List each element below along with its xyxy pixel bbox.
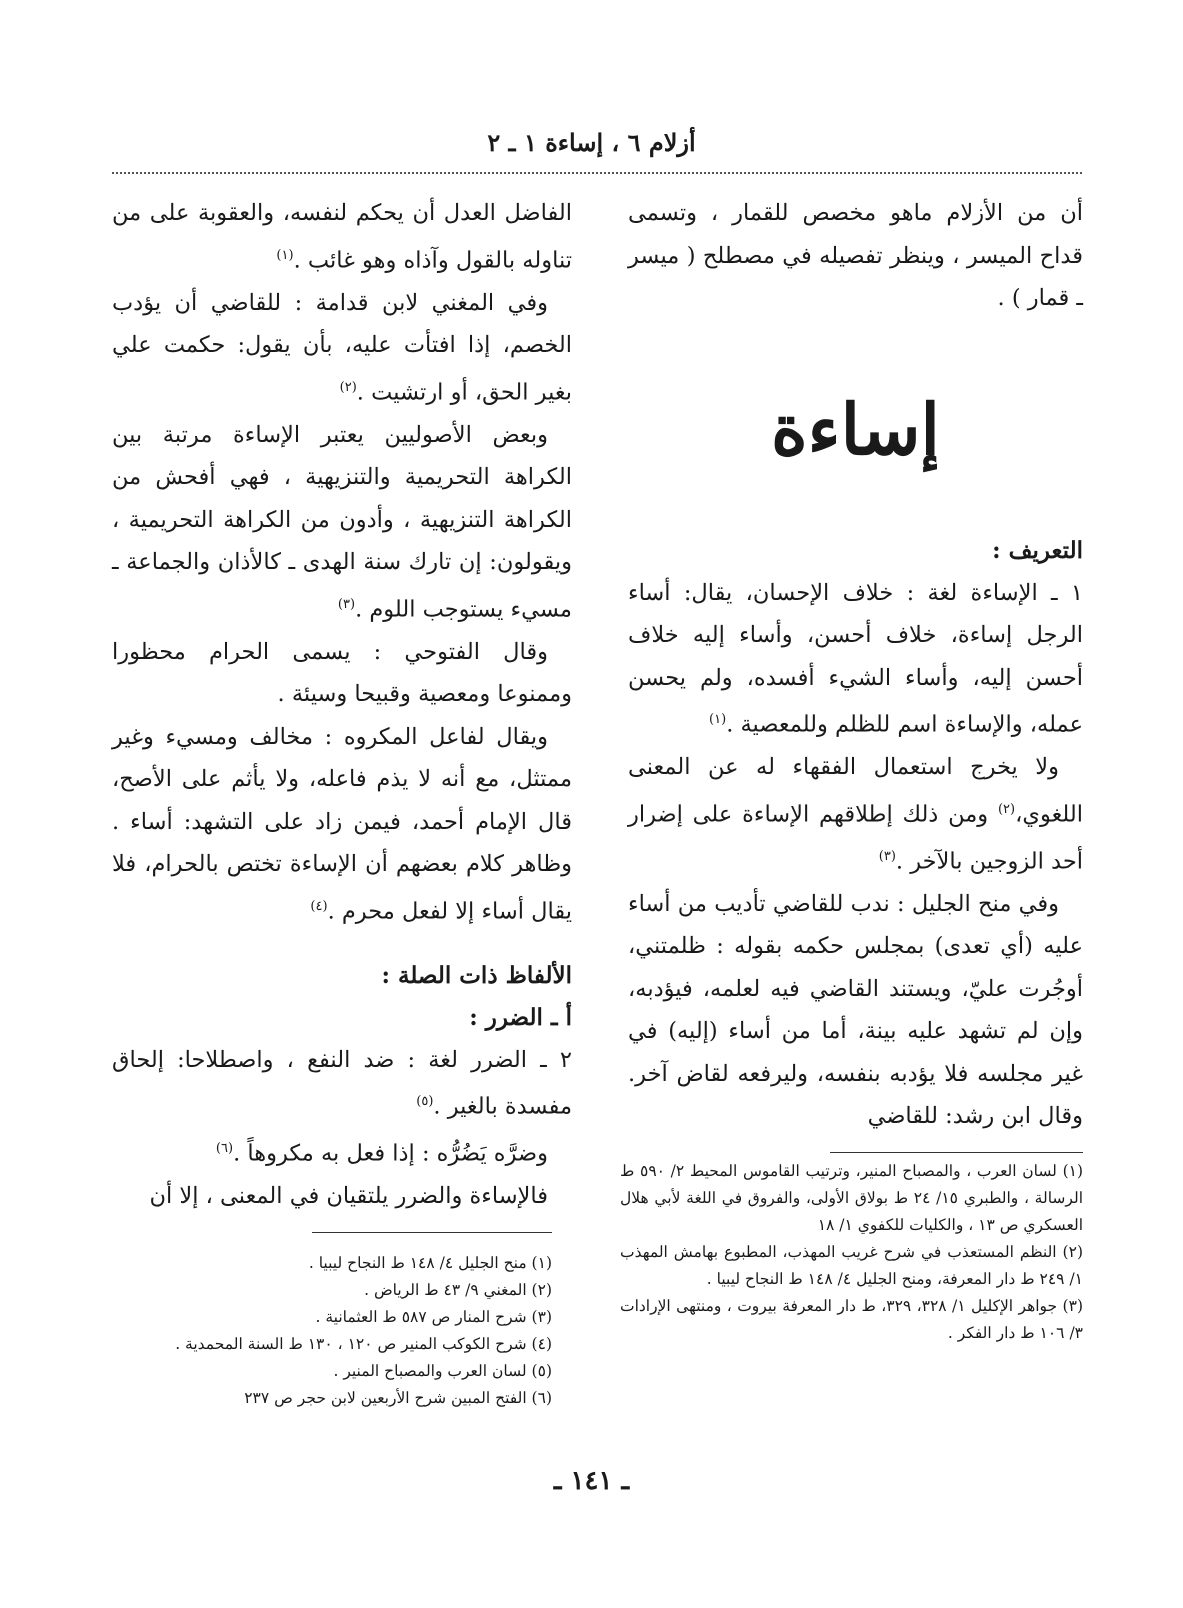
left-footnotes xyxy=(112,1250,552,1412)
right-column xyxy=(628,192,1083,1138)
paragraph-text: الفاضل العدل أن يحكم لنفسه، والعقوبة على من تناوله بالقول وآذاه وهو غائب . xyxy=(112,200,572,273)
footnote: (٢) النظم المستعذب في شرح غريب المهذب، المطبوع بهامش المهذب ١/ ٢٤٩ ط دار المعرفة، ومنح الجليل ٤/ ١٤٨ ط النجاح ليبيا . xyxy=(620,1243,1083,1288)
paragraph-8: فالإساءة والضرر يلتقيان في المعنى ، إلا أن xyxy=(149,1183,548,1209)
footnote: (١) لسان العرب ، والمصباح المنير، وترتيب القاموس المحيط ٢/ ٥٩٠ ط الرسالة ، والطبري ١٥/ ٢٤ ط بولاق الأولى، والفروق في اللغة لأبي هلال العسكري ص ١٣ ، والكليات للكفوي ١/ ١٨ xyxy=(620,1162,1084,1234)
right-footnotes xyxy=(620,1158,1083,1347)
footnote: (٥) لسان العرب والمصباح المنير . xyxy=(333,1362,552,1380)
paragraph-2 xyxy=(112,282,572,414)
footnote-ref: (١) xyxy=(276,247,294,263)
footnote-ref: (٣) xyxy=(337,596,356,612)
definition-paragraph-3: وفي منح الجليل : ندب للقاضي تأديب من أساء عليه (أي تعدى) بمجلس حكمه بقوله : ظلمتني، أوجُرت عليّ، ويستند القاضي فيه لعلمه، فيؤدبه، وإن لم تشهد عليه بينة، أما من أساء (إليه) في غير مجلسه فلا يؤدبه بنفسه، وليرفعه لقاض آخر. وقال ابن رشد: للقاضي xyxy=(628,890,1083,1129)
paragraph-text: ومن ذلك إطلاقهم الإساءة على إضرار أحد الزوجين بالآخر . xyxy=(628,801,1083,874)
paragraph-text: وفي المغني لابن قدامة : للقاضي أن يؤدب الخصم، إذا افتأت عليه، بأن يقول: حكمت علي بغير الحق، أو ارتشيت . xyxy=(112,289,572,405)
paragraph-text: ٢ ـ الضرر لغة : ضد النفع ، واصطلاحا: إلحاق مفسدة بالغير . xyxy=(112,1046,572,1120)
running-header: أزلام ٦ ، إساءة ١ ـ ٢ xyxy=(487,128,696,157)
footnote: (١) منح الجليل ٤/ ١٤٨ ط النجاح ليبيا . xyxy=(308,1254,552,1272)
page-number: ـ ١٤١ ـ xyxy=(553,1466,630,1496)
paragraph-text: وضرَّه يَضُرُّه : إذا فعل به مكروهاً . xyxy=(233,1140,548,1167)
left-column xyxy=(112,192,572,1218)
subheading-harm: أ ـ الضرر : xyxy=(469,1003,572,1031)
footnote: (٣) جواهر الإكليل ١/ ٣٢٨، ٣٢٩، ط دار المعرفة بيروت ، ومنتهى الإرادات ٣/ ١٠٦ ط دار الفكر . xyxy=(620,1297,1083,1342)
footnote-ref: (٣) xyxy=(878,848,896,864)
paragraph-text: ولا يخرج استعمال الفقهاء له عن المعنى اللغوي، xyxy=(628,754,1083,827)
footnote-ref: (٦) xyxy=(215,1141,234,1156)
related-terms-heading: الألفاظ ذات الصلة : xyxy=(381,961,572,989)
paragraph-1 xyxy=(112,192,572,282)
intro-paragraph: أن من الأزلام ماهو مخصص للقمار ، وتسمى قداح الميسر ، وينظر تفصيله في مصطلح ( ميسر ـ قمار ) . xyxy=(628,200,1083,311)
paragraph-4: وقال الفتوحي : يسمى الحرام محظورا وممنوعا ومعصية وقبيحا وسيئة . xyxy=(112,638,572,707)
definition-paragraph-1 xyxy=(628,572,1083,747)
definition-paragraph-2 xyxy=(628,746,1083,883)
header-divider xyxy=(112,172,1082,174)
paragraph-text: ويقال لفاعل المكروه : مخالف ومسيء وغير ممتثل، مع أنه لا يذم فاعله، ولا يأثم على الأصح، قال الإمام أحمد، فيمن زاد على التشهد: أساء . وظاهر كلام بعضهم أن الإساءة تختص بالحرام، فلا يقال أساء إلا لفعل محرم . xyxy=(112,723,572,924)
footnote-divider xyxy=(312,1232,552,1233)
definition-heading: التعريف : xyxy=(992,536,1083,564)
footnote-ref: (٢) xyxy=(997,801,1016,817)
footnote-divider xyxy=(830,1152,1083,1153)
entry-title: إساءة xyxy=(770,387,941,471)
footnote-ref: (٤) xyxy=(310,898,328,914)
paragraph-3 xyxy=(112,414,572,631)
spacer xyxy=(628,320,1083,370)
paragraph-text: وبعض الأصوليين يعتبر الإساءة مرتبة بين الكراهة التحريمية والتنزيهية ، فهي أفحش من الكراهة التنزيهية ، وأدون من الكراهة التحريمية ، ويقولون: إن تارك سنة الهدى ـ كالأذان والجماعة ـ مسيء يستوجب اللوم . xyxy=(112,421,572,622)
footnote-ref: (١) xyxy=(709,712,727,727)
footnote: (٢) المغني ٩/ ٤٣ ط الرياض . xyxy=(364,1281,552,1299)
footnote: (٤) شرح الكوكب المنير ص ١٢٠ ، ١٣٠ ط السنة المحمدية . xyxy=(175,1335,552,1353)
footnote-ref: (٥) xyxy=(416,1094,434,1109)
paragraph-5 xyxy=(112,716,572,933)
paragraph-7 xyxy=(112,1128,572,1175)
paragraph-6 xyxy=(112,1039,572,1129)
footnote: (٣) شرح المنار ص ٥٨٧ ط العثمانية . xyxy=(315,1308,552,1326)
footnote-ref: (٢) xyxy=(339,379,357,395)
footnote: (٦) الفتح المبين شرح الأربعين لابن حجر ص ٢٣٧ xyxy=(244,1389,552,1407)
paragraph-text: ١ ـ الإساءة لغة : خلاف الإحسان، يقال: أساء الرجل إساءة، خلاف أحسن، وأساء إليه خلاف أحسن إليه، وأساء الشيء أفسده، ولم يحسن عمله، والإساءة اسم للظلم وللمعصية . xyxy=(628,579,1083,738)
